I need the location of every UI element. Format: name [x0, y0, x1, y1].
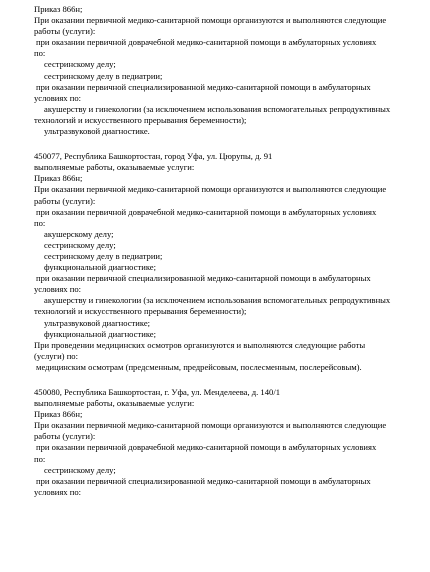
text-line: сестринскому делу;	[44, 239, 116, 250]
text-line: акушерству и гинекологии (за исключением использования вспомогательных репродуктивных	[44, 295, 391, 306]
text-line: выполняемые работы, оказываемые услуги:	[34, 398, 195, 409]
text-line: по:	[34, 48, 46, 59]
text-line: при оказании первичной доврачебной медико-санитарной помощи в амбулаторных условиях	[36, 442, 377, 453]
license-block-2	[34, 151, 406, 373]
text-line: При проведении медицинских осмотров организуются и выполняются следующие работы	[34, 339, 366, 350]
text-line: Приказ 866н;	[34, 173, 83, 184]
text-line: при оказании первичной специализированной медико-санитарной помощи в амбулаторных	[36, 475, 371, 486]
text-line: выполняемые работы, оказываемые услуги:	[34, 162, 195, 173]
text-line: ультразвуковой диагностике;	[44, 317, 151, 328]
text-line: сестринскому делу в педиатрии;	[44, 70, 163, 81]
text-line: При оказании первичной медико-санитарной помощи организуются и выполняются следующие	[34, 420, 387, 431]
text-line: при оказании первичной специализированной медико-санитарной помощи в амбулаторных	[36, 81, 371, 92]
text-line: функциональной диагностике;	[44, 262, 157, 273]
text-line: условиях по:	[34, 486, 82, 497]
text-line: технологий и искусственного прерывания беременности);	[34, 114, 247, 125]
text-line: сестринскому делу;	[44, 59, 116, 70]
text-line: функциональной диагностике;	[44, 328, 157, 339]
license-block-1	[34, 4, 406, 137]
text-line: Приказ 866н;	[34, 409, 83, 420]
text-line: акушерскому делу;	[44, 228, 114, 239]
text-line: (услуги) по:	[34, 350, 78, 361]
block-gap	[34, 373, 406, 387]
text-line: сестринскому делу;	[44, 464, 116, 475]
text-line: акушерству и гинекологии (за исключением использования вспомогательных репродуктивных	[44, 103, 391, 114]
text-line: Приказ 866н;	[34, 4, 83, 14]
text-line: условиях по:	[34, 284, 82, 295]
text-line: ультразвуковой диагностике.	[44, 126, 150, 137]
block-gap	[34, 137, 406, 151]
text-line: условиях по:	[34, 92, 82, 103]
document-page	[34, 0, 406, 498]
text-line: по:	[34, 453, 46, 464]
text-line: по:	[34, 217, 46, 228]
text-line: работы (услуги):	[34, 26, 96, 37]
text-line: при оказании первичной доврачебной медико-санитарной помощи в амбулаторных условиях	[36, 37, 377, 48]
text-line: медицинским осмотрам (предсменным, предрейсовым, послесменным, послерейсовым).	[36, 361, 362, 372]
text-line: работы (услуги):	[34, 431, 96, 442]
text-line: при оказании первичной доврачебной медико-санитарной помощи в амбулаторных условиях	[36, 206, 377, 217]
license-block-3	[34, 387, 406, 498]
text-line: сестринскому делу в педиатрии;	[44, 250, 163, 261]
text-line: технологий и искусственного прерывания беременности);	[34, 306, 247, 317]
text-line: работы (услуги):	[34, 195, 96, 206]
text-line: 450080, Республика Башкортостан, г. Уфа, ул. Менделеева, д. 140/1	[34, 387, 281, 397]
text-line: при оказании первичной специализированной медико-санитарной помощи в амбулаторных	[36, 273, 371, 284]
text-line: 450077, Республика Башкортостан, город Уфа, ул. Цюрупы, д. 91	[34, 151, 273, 162]
text-line: При оказании первичной медико-санитарной помощи организуются и выполняются следующие	[34, 15, 387, 26]
text-line: При оказании первичной медико-санитарной помощи организуются и выполняются следующие	[34, 184, 387, 195]
